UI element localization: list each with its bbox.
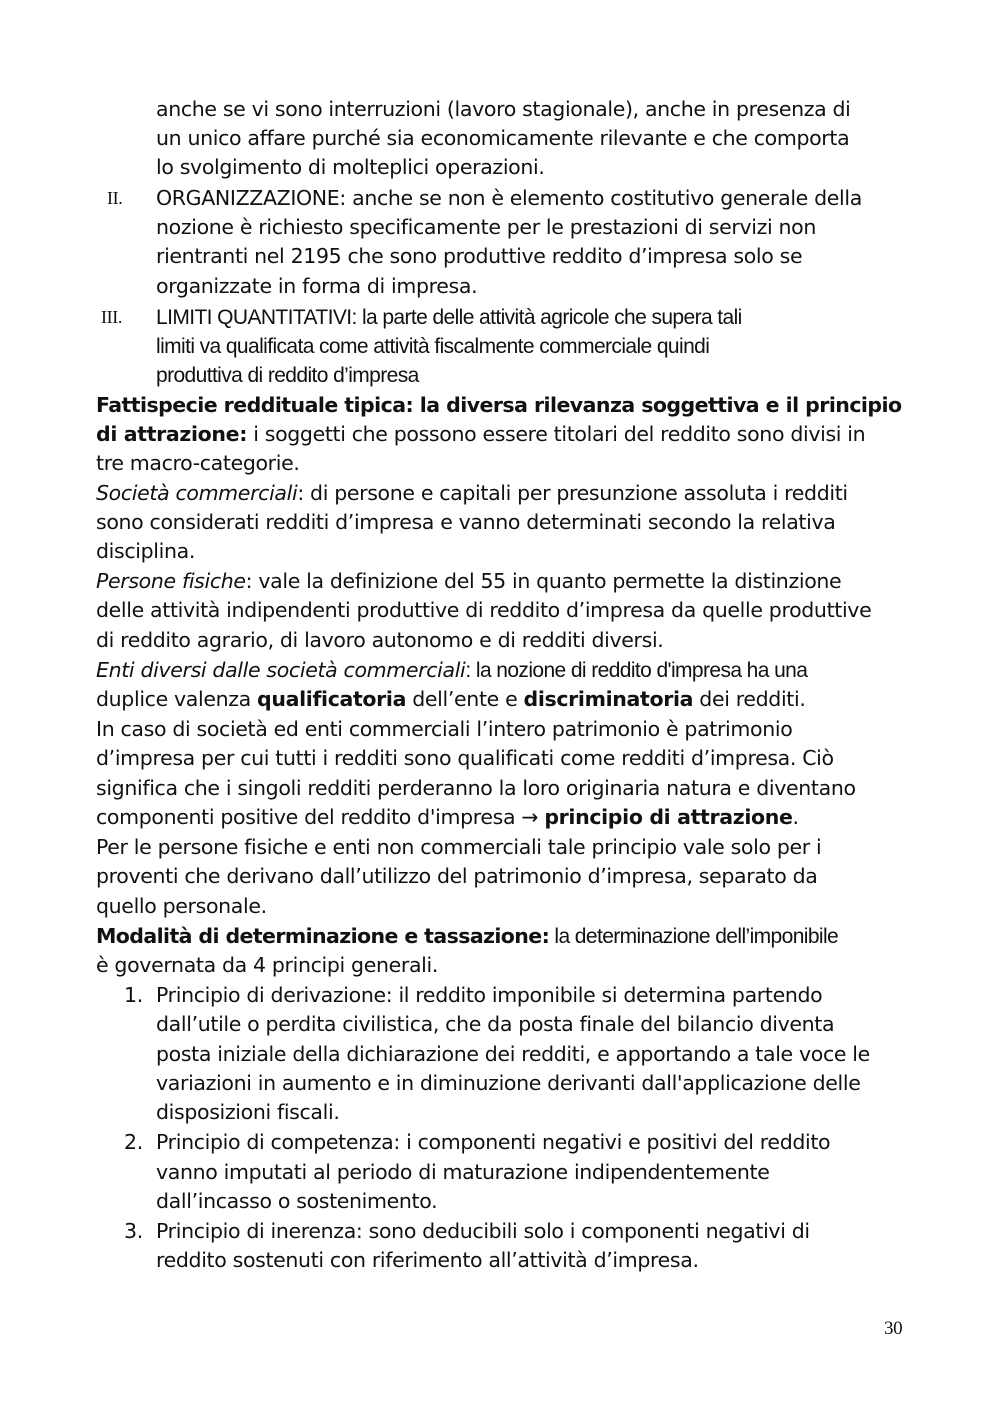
principle-line: dall’incasso o sostenimento. (156, 1189, 438, 1213)
paragraph-line: delle attività indipendenti produttive di reddito d’impresa da quelle produttive (96, 598, 872, 622)
paragraph-line: disciplina. (96, 539, 195, 563)
bold-term: discriminatoria (523, 687, 694, 711)
text-run: duplice valenza (96, 687, 258, 711)
page-number: 30 (884, 1318, 903, 1339)
text-run: dei redditi. (693, 687, 806, 711)
section-heading-fattispecie: Fattispecie reddituale tipica: la diversa rilevanza soggettiva e il principio (96, 393, 902, 417)
principle-line: reddito sostenuti con riferimento all’attività d’impresa. (156, 1248, 699, 1272)
bold-term: principio di attrazione (544, 805, 793, 829)
paragraph-line: proventi che derivano dall’utilizzo del patrimonio d’impresa, separato da (96, 864, 818, 888)
bold-term: qualificatoria (257, 687, 407, 711)
list-item-2-line: nozione è richiesto specificamente per le prestazioni di servizi non (156, 215, 816, 239)
principle-line: disposizioni fiscali. (156, 1100, 340, 1124)
list-item-3-line: produttiva di reddito d’impresa (156, 364, 419, 387)
list-item-3-line: limiti va qualificata come attività fiscalmente commerciale quindi (156, 335, 710, 358)
paragraph-line (96, 567, 841, 596)
principle-line: vanno imputati al periodo di maturazione indipendentemente (156, 1160, 770, 1184)
paragraph-line: sono considerati redditi d’impresa e vanno determinati secondo la relativa (96, 510, 836, 534)
italic-term: Società commerciali (96, 481, 298, 505)
list-marker-iii: III. (101, 307, 123, 327)
principle-line: Principio di derivazione: il reddito imponibile si determina partendo (156, 983, 823, 1007)
paragraph-line: quello personale. (96, 894, 267, 918)
list-item-1-line: un unico affare purché sia economicamente rilevante e che comporta (156, 126, 850, 150)
paragraph-line: significa che i singoli redditi perderanno la loro originaria natura e diventano (96, 776, 856, 800)
principle-line: variazioni in aumento e in diminuzione derivanti dall'applicazione delle (156, 1071, 861, 1095)
paragraph-line (96, 922, 838, 951)
paragraph-line: Per le persone fisiche e enti non commerciali tale principio vale solo per i (96, 835, 822, 859)
bold-term: di attrazione: (96, 422, 248, 446)
paragraph-line (96, 420, 865, 449)
text-run: . (792, 805, 799, 829)
list-item-2-line: rientranti nel 2195 che sono produttive reddito d’impresa solo se (156, 244, 803, 268)
text-run: la determinazione dell’imponibile (549, 925, 839, 948)
list-item-2-line: ORGANIZZAZIONE: anche se non è elemento costitutivo generale della (156, 186, 862, 210)
list-marker-3: 3. (124, 1219, 143, 1243)
italic-term: Persone fisiche (96, 569, 246, 593)
list-marker-1: 1. (124, 983, 143, 1007)
principle-line: dall’utile o perdita civilistica, che da posta finale del bilancio diventa (156, 1012, 835, 1036)
list-item-2-line: organizzate in forma di impresa. (156, 274, 478, 298)
paragraph-line: tre macro-categorie. (96, 451, 300, 475)
list-item-3-line: LIMITI QUANTITATIVI: la parte delle attività agricole che supera tali (156, 306, 742, 329)
text-run: : la nozione di reddito d'impresa ha una (465, 659, 808, 682)
paragraph-line: è governata da 4 principi generali. (96, 953, 439, 977)
paragraph-line (96, 685, 806, 714)
italic-term: Enti diversi dalle società commerciali (96, 658, 466, 682)
paragraph-line: d’impresa per cui tutti i redditi sono qualificati come redditi d’impresa. Ciò (96, 746, 834, 770)
paragraph-line (96, 479, 848, 508)
text-run: : vale la definizione del 55 in quanto permette la distinzione (245, 569, 842, 593)
text-run: i soggetti che possono essere titolari del reddito sono divisi in (247, 422, 866, 446)
paragraph-line (96, 803, 799, 832)
principle-line: Principio di competenza: i componenti negativi e positivi del reddito (156, 1130, 831, 1154)
list-marker-ii: II. (107, 188, 123, 208)
list-item-1-line: anche se vi sono interruzioni (lavoro stagionale), anche in presenza di (156, 97, 851, 121)
section-heading-modalita: Modalità di determinazione e tassazione: (96, 924, 550, 948)
paragraph-line: di reddito agrario, di lavoro autonomo e di redditi diversi. (96, 628, 664, 652)
text-run: : di persone e capitali per presunzione assoluta i redditi (297, 481, 848, 505)
paragraph-line: In caso di società ed enti commerciali l’intero patrimonio è patrimonio (96, 717, 793, 741)
text-run: dell’ente e (406, 687, 524, 711)
list-item-1-line: lo svolgimento di molteplici operazioni. (156, 155, 545, 179)
principle-line: Principio di inerenza: sono deducibili solo i componenti negativi di (156, 1219, 810, 1243)
text-run: componenti positive del reddito d'impresa → (96, 805, 545, 829)
principle-line: posta iniziale della dichiarazione dei redditi, e apportando a tale voce le (156, 1042, 870, 1066)
paragraph-line (96, 656, 807, 685)
list-marker-2: 2. (124, 1130, 143, 1154)
